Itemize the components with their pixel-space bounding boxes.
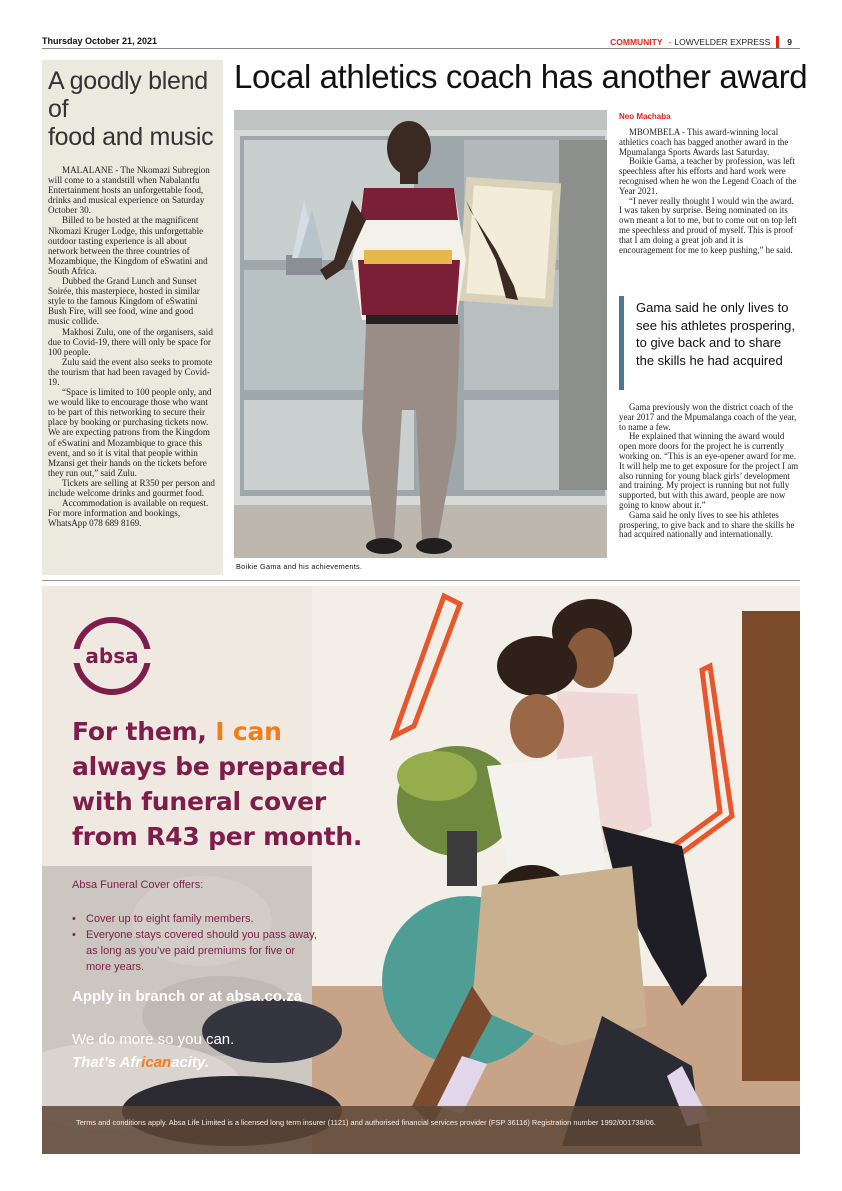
coach-photo-illustration — [234, 110, 607, 558]
absa-logo — [72, 616, 152, 696]
headline-line: from R43 per month. — [72, 822, 363, 851]
sidebar-paragraph: MALALANE - The Nkomazi Subregion will come to a standstill when Nabalantfu Entertainment hosts an unforgettable food, drinks and musical experience on Saturday October 30. — [48, 165, 210, 216]
article-paragraph: Gama previously won the district coach of the year 2017 and the Mpumalanga coach of the year, to name a few. — [619, 402, 797, 432]
sidebar-paragraph: Zulu said the event also seeks to promote the tourism that had been ravaged by Covid-19. — [48, 356, 213, 387]
sidebar-paragraph: Makhosi Zulu, one of the organisers, said due to Covid-19, there will only be space for 100 people. — [48, 326, 213, 357]
issue-date: Thursday October 21, 2021 — [42, 36, 158, 46]
offer-item: • Cover up to eight family members. — [72, 911, 322, 927]
sidebar-paragraph: Accommodation is available on request. For more information and bookings, WhatsApp 078 689 8169. — [48, 498, 209, 529]
byline: Neo Machaba — [619, 112, 671, 121]
headline-lead: For them, — [72, 717, 216, 746]
article-paragraph: MBOMBELA - This award-winning local athletics coach has bagged another award in the Mpumalanga Sports Awards last Saturday. — [619, 127, 789, 157]
header-accent-bar — [776, 36, 779, 48]
article-paragraph: Gama said he only lives to see his athletes prospering, to give back and to share the skills he had acquired nationally and internationally. — [619, 509, 795, 540]
article-headline: Local athletics coach has another award — [234, 58, 808, 95]
section-name: COMMUNITY — [610, 37, 663, 47]
slogan — [72, 1054, 209, 1071]
headline-line: with funeral cover — [72, 787, 326, 816]
pull-quote: Gama said he only lives to see his athletes prospering, to give back and to share the skills he had acquired — [619, 296, 799, 390]
sidebar-paragraph: Tickets are selling at R350 per person and include welcome drinks and gourmet food. — [48, 477, 215, 498]
absa-logo-wordmark: absa — [85, 644, 139, 668]
sidebar-headline-line: A goodly blend of — [48, 67, 208, 123]
article-body-bottom — [619, 403, 799, 540]
sidebar-paragraph: Billed to be hosted at the magnificent Nkomazi Kruger Lodge, this unforgettable outdoor tasting experience is all about network between the three countries of Mozambique, the Kingdom of eSwatini and South Africa. — [48, 215, 208, 276]
article-photo — [234, 110, 607, 558]
terms-and-conditions: Terms and conditions apply. Absa Life Limited is a licensed long term insurer (1121) and authorised financial services provider (FSP 36116) Registration number 1992/001738/06. — [76, 1118, 656, 1127]
sidebar-story — [42, 60, 223, 575]
advert-headline — [72, 714, 362, 854]
sidebar-headline-line: food and music — [48, 123, 214, 151]
article-paragraph: “I never really thought I would win the award. I was taken by surprise. Being nominated on its own meant a lot to me, but to come out on top left me speechless and proud of myself. This is proof that I am doing a great job and it is encouragement for me to keep pushing,” he said. — [619, 195, 797, 255]
section-separator: - — [668, 37, 672, 47]
slogan-highlight: ican — [141, 1054, 172, 1071]
sidebar-paragraph: “Space is limited to 100 people only, and we would like to encourage those who want to be part of this networking to secure their place by booking or purchasing tickets now. We are expecting patrons from the Kingdom of eSwatini and Mozambique to grace this event, and so it is vital that people within Mzansi get their hands on the tickets before they run out,” said Zulu. — [48, 387, 212, 478]
offers-list — [72, 911, 322, 975]
apply-call-to-action: Apply in branch or at absa.co.za — [72, 988, 303, 1005]
section-divider — [42, 580, 800, 581]
offer-item: • Everyone stays covered should you pass away, as long as you’ve paid premiums for five or more years. — [72, 927, 322, 975]
article-paragraph: Boikie Gama, a teacher by profession, was left speechless after his efforts and hard work were recognised when he won the Legend Coach of the Year 2021. — [619, 156, 797, 196]
article-body-top — [619, 128, 799, 255]
photo-caption: Boikie Gama and his achievements. — [236, 562, 363, 571]
header-rule — [42, 48, 800, 49]
article-paragraph: He explained that winning the award would open more doors for the project he is currently working on. “This is an eye-opener award for me. It will help me to get exposure for the project I am also running for young black girls’ development and training. My project is running but not fully supported, but with this award, people are now going to know about it.” — [619, 431, 799, 510]
page-number: 9 — [787, 37, 792, 47]
slogan-part: acity. — [171, 1054, 210, 1071]
publication-name: LOWVELDER EXPRESS — [674, 37, 771, 47]
sidebar-paragraph: Dubbed the Grand Lunch and Sunset Soirée, this masterpiece, hosted in similar style to the famous Kingdom of eSwatini Bush Fire, will see food, wine and good music collide. — [48, 276, 200, 327]
slogan-part: That’s Afr — [72, 1054, 142, 1071]
headline-line: always be prepared — [72, 752, 346, 781]
sidebar-headline — [48, 67, 217, 151]
absa-advert — [42, 586, 800, 1154]
headline-highlight: I can — [215, 717, 282, 746]
headline-line — [72, 714, 362, 749]
offers-title: Absa Funeral Cover offers: — [72, 879, 204, 891]
tagline: We do more so you can. — [72, 1031, 235, 1048]
running-head — [610, 36, 792, 48]
sidebar-body — [48, 165, 217, 528]
